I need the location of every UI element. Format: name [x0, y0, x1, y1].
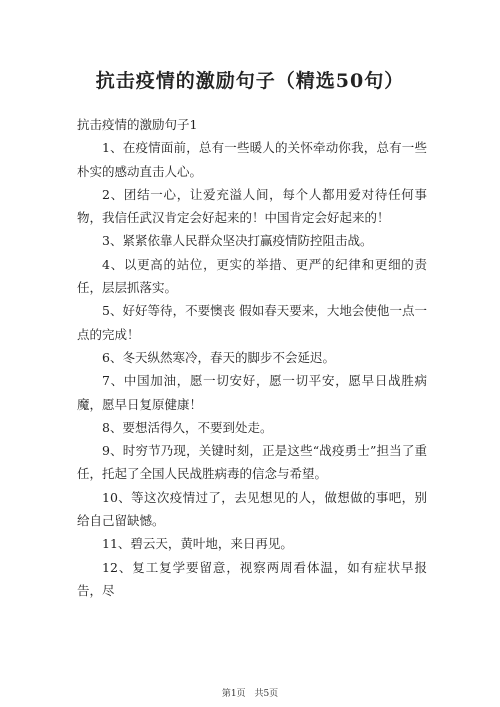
sentence-item-6: 6、冬天纵然寒冷，春天的脚步不会延迟。	[102, 349, 335, 365]
sentence-item-11: 11、碧云天，黄叶地，来日再见。	[102, 536, 293, 552]
section-heading: 抗击疫情的激励句子1	[77, 117, 198, 132]
page-number-total: 共5页	[254, 689, 279, 699]
sentence-item-10: 10、等这次疫情过了，去见想见的人，做想做的事吧，别给自己留缺憾。	[77, 489, 427, 529]
sentence-item-4: 4、以更高的站位，更实的举措、更严的纪律和更细的责任，层层抓落实。	[77, 256, 427, 296]
sentence-item-12: 12、复工复学要留意，视察两周看体温，如有症状早报告，尽	[77, 559, 427, 598]
page-footer	[0, 686, 500, 699]
page-number-current: 第1页	[221, 689, 246, 699]
sentence-item-8: 8、要想活得久，不要到处走。	[102, 419, 273, 435]
sentence-item-7: 7、中国加油，愿一切安好，愿一切平安，愿早日战胜病魔，愿早日复原健康！	[77, 373, 427, 412]
sentence-item-1: 1、在疫情面前，总有一些暖人的关怀牵动你我，总有一些朴实的感动直击人心。	[77, 140, 427, 179]
document-body	[77, 113, 427, 602]
document-title: 抗击疫情的激励句子（精选50句）	[95, 70, 405, 92]
sentence-item-2: 2、团结一心，让爱充溢人间，每个人都用爱对待任何事物，我信任武汉肯定会好起来的！中国肯定会好起来的！	[77, 186, 427, 226]
sentence-item-5: 5、好好等待，不要懊丧 假如春天要来，大地会使他一点一点的完成！	[77, 303, 427, 342]
sentence-item-3: 3、紧紧依靠人民群众坚决打赢疫情防控阻击战。	[102, 233, 373, 249]
sentence-item-9: 9、时穷节乃现，关键时刻，正是这些“战疫勇士”担当了重任，托起了全国人民战胜病毒的信念与希望。	[77, 443, 427, 482]
